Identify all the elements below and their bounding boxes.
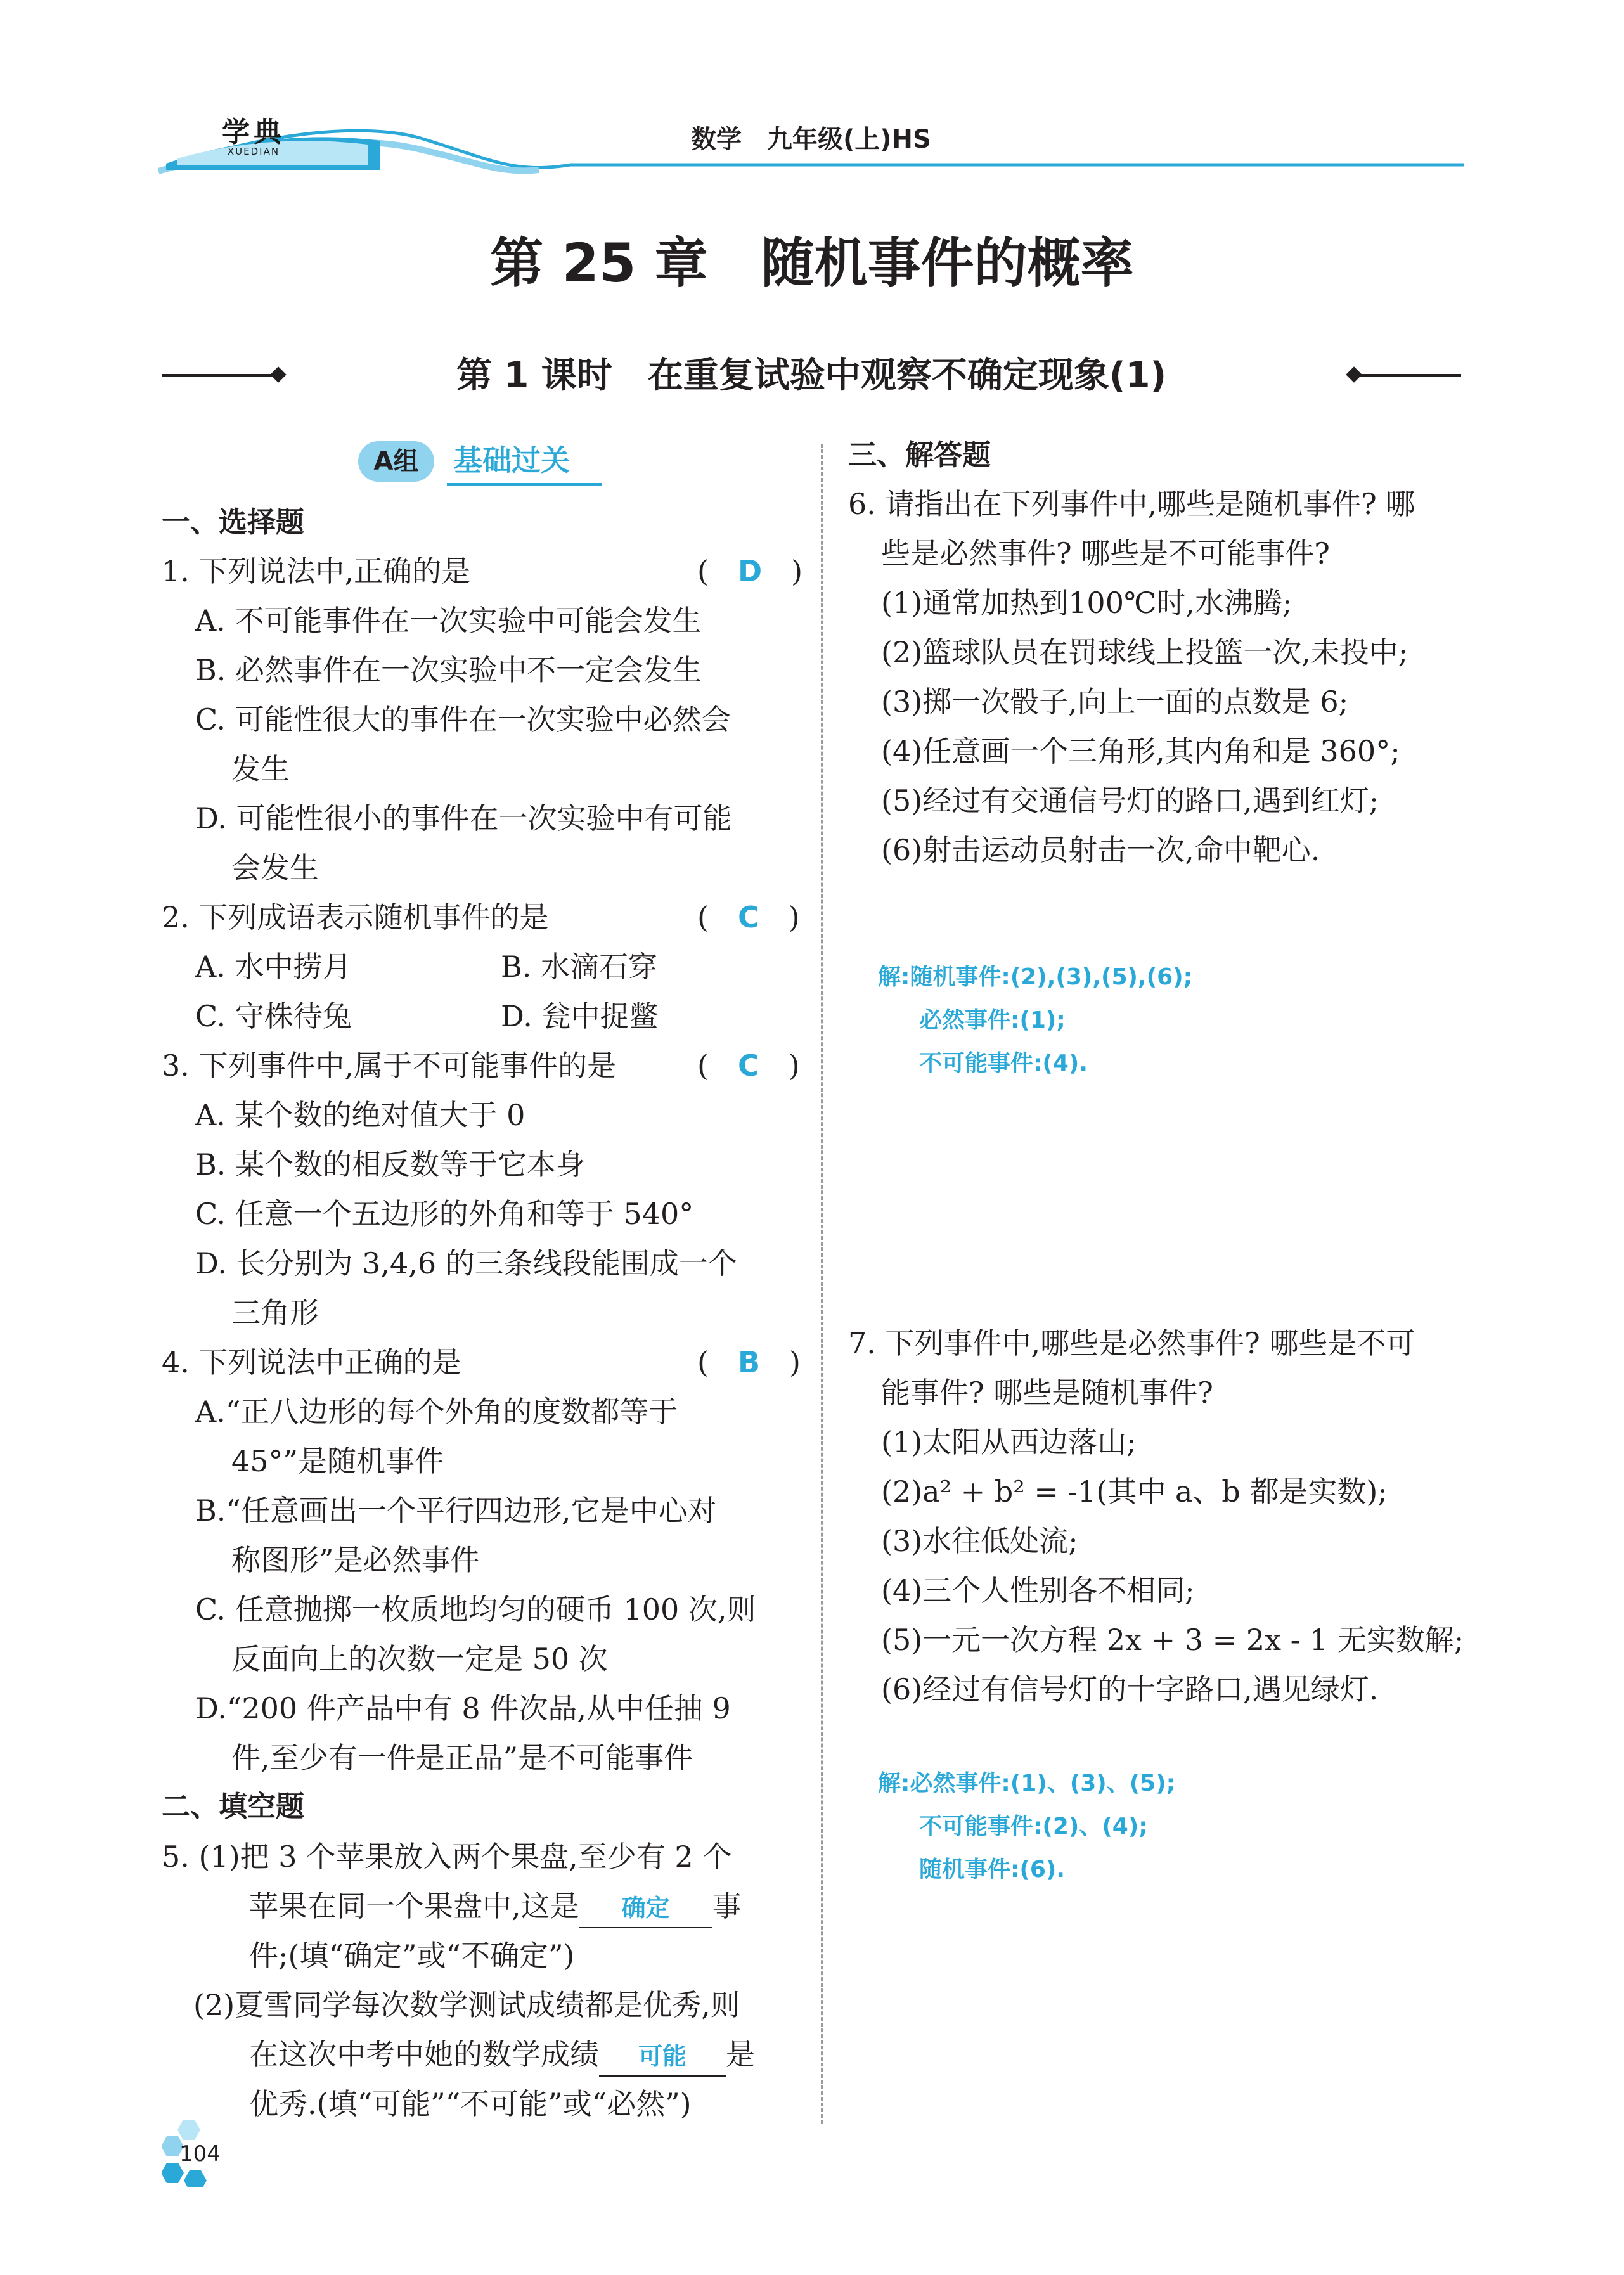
q7-stem-line2: 能事件? 哪些是随机事件?	[881, 1376, 1213, 1410]
subject-label: 数学 九年级(上)HS	[691, 125, 931, 154]
q5-part1-line2: 苹果在同一个果盘中,这是 确定 事	[249, 1881, 742, 1931]
q4-option-c-cont: 反面向上的次数一定是 50 次	[231, 1642, 608, 1676]
q7-item-1: (1)太阳从西边落山;	[881, 1425, 1137, 1459]
q4-option-d: D.“200 件产品中有 8 件次品,从中任抽 9	[195, 1691, 731, 1725]
q4-option-c: C. 任意抛掷一枚质地均匀的硬币 100 次,则	[195, 1592, 756, 1627]
q6-item-3: (3)掷一次骰子,向上一面的点数是 6;	[881, 685, 1349, 719]
q2-answer-paren: ( C )	[697, 900, 800, 934]
q2-option-c: C. 守株待兔	[195, 999, 352, 1033]
q4-option-b-cont: 称图形”是必然事件	[231, 1543, 480, 1577]
q6-solution-line2: 必然事件:(1);	[919, 1007, 1066, 1033]
q6-item-2: (2)篮球队员在罚球线上投篮一次,未投中;	[881, 635, 1408, 669]
q4-answer-paren: ( B )	[697, 1345, 801, 1379]
q3-answer-paren: ( C )	[697, 1048, 800, 1083]
q1-option-a: A. 不可能事件在一次实验中可能会发生	[195, 603, 702, 638]
q6-item-4: (4)任意画一个三角形,其内角和是 360°;	[881, 734, 1400, 768]
q4-stem: 4. 下列说法中正确的是	[162, 1345, 461, 1379]
q5-part2-blank[interactable]: 可能	[599, 2037, 726, 2077]
section-fill: 二、填空题	[162, 1789, 305, 1823]
section-choice: 一、选择题	[162, 505, 305, 539]
q5-part1-line3: 件;(填“确定”或“不确定”)	[249, 1938, 575, 1973]
q3-option-c: C. 任意一个五边形的外角和等于 540°	[195, 1197, 694, 1231]
column-divider	[821, 444, 823, 2124]
q2-stem: 2. 下列成语表示随机事件的是	[162, 900, 549, 934]
group-badge	[358, 437, 605, 488]
q1-option-c: C. 可能性很大的事件在一次实验中必然会	[195, 702, 731, 737]
q6-solution-line3: 不可能事件:(4).	[919, 1050, 1088, 1076]
q6-item-5: (5)经过有交通信号灯的路口,遇到红灯;	[881, 783, 1379, 818]
lesson-title: 第 1 课时 在重复试验中观察不确定现象(1)	[456, 355, 1167, 396]
q1-option-b: B. 必然事件在一次实验中不一定会发生	[195, 653, 702, 687]
q3-option-d: D. 长分别为 3,4,6 的三条线段能围成一个	[195, 1246, 737, 1280]
q7-item-5: (5)一元一次方程 2x + 3 = 2x - 1 无实数解;	[881, 1623, 1464, 1657]
q4-option-b: B.“任意画出一个平行四边形,它是中心对	[195, 1493, 717, 1528]
page-number-decoration	[162, 2117, 238, 2187]
logo-subtitle: XUEDIAN	[227, 146, 280, 157]
q6-solution-line1: 解:随机事件:(2),(3),(5),(6);	[878, 964, 1193, 990]
q4-option-a: A.“正八边形的每个外角的度数都等于	[195, 1395, 678, 1429]
q3-stem: 3. 下列事件中,属于不可能事件的是	[162, 1048, 617, 1083]
q7-item-6: (6)经过有信号灯的十字路口,遇见绿灯.	[881, 1672, 1379, 1706]
q6-item-6: (6)射击运动员射击一次,命中靶心.	[881, 833, 1320, 867]
group-badge-label: A组	[373, 447, 419, 476]
chapter-title: 第 25 章 随机事件的概率	[490, 232, 1134, 294]
q1-option-d-cont: 会发生	[231, 851, 319, 885]
q4-option-a-cont: 45°”是随机事件	[231, 1444, 444, 1478]
q2-option-b: B. 水滴石穿	[501, 950, 658, 984]
q7-solution-line3: 随机事件:(6).	[919, 1857, 1066, 1883]
q4-answer: B	[737, 1345, 761, 1379]
section-solve: 三、解答题	[848, 438, 991, 472]
q5-part2-line1: (2)夏雪同学每次数学测试成绩都是优秀,则	[193, 1988, 740, 2022]
q7-item-2: (2)a² + b² = -1(其中 a、b 都是实数);	[881, 1474, 1388, 1509]
q1-option-c-cont: 发生	[231, 752, 290, 786]
q5-part2-line3: 优秀.(填“可能”“不可能”或“必然”)	[249, 2087, 692, 2121]
q3-option-a: A. 某个数的绝对值大于 0	[195, 1098, 525, 1132]
q2-option-a: A. 水中捞月	[195, 950, 352, 984]
lesson-title-rule-left	[162, 374, 276, 377]
q6-item-1: (1)通常加热到100℃时,水沸腾;	[881, 586, 1292, 620]
q2-answer: C	[737, 900, 759, 934]
q1-option-d: D. 可能性很小的事件在一次实验中有可能	[195, 801, 732, 835]
q5-part2-line2: 在这次中考中她的数学成绩 可能 是	[249, 2030, 755, 2079]
logo-text: 学典	[222, 116, 285, 148]
q3-answer: C	[737, 1048, 759, 1083]
q5-part1-line1: 5. (1)把 3 个苹果放入两个果盘,至少有 2 个	[162, 1840, 732, 1874]
q3-option-b: B. 某个数的相反数等于它本身	[195, 1147, 586, 1182]
q6-stem-line2: 些是必然事件? 哪些是不可能事件?	[881, 536, 1330, 570]
q6-stem-line1: 6. 请指出在下列事件中,哪些是随机事件? 哪	[848, 487, 1415, 521]
q1-stem: 1. 下列说法中,正确的是	[162, 554, 471, 588]
q7-solution-line1: 解:必然事件:(1)、(3)、(5);	[878, 1770, 1176, 1796]
logo	[206, 104, 301, 167]
lesson-title-rule-left-diamond	[270, 366, 286, 382]
q1-answer: D	[737, 554, 763, 588]
q4-option-d-cont: 件,至少有一件是正品”是不可能事件	[231, 1741, 693, 1775]
q7-item-4: (4)三个人性别各不相同;	[881, 1573, 1195, 1608]
lesson-title-rule-right	[1357, 374, 1461, 377]
q2-option-d: D. 瓮中捉鳖	[501, 999, 659, 1033]
q3-option-d-cont: 三角形	[231, 1296, 319, 1330]
header	[158, 95, 1464, 177]
q1-answer-paren: ( D )	[697, 554, 803, 588]
page-number: 104	[179, 2141, 221, 2167]
group-title: 基础过关	[453, 443, 570, 477]
q7-solution-line2: 不可能事件:(2)、(4);	[919, 1814, 1148, 1840]
q7-stem-line1: 7. 下列事件中,哪些是必然事件? 哪些是不可	[848, 1326, 1415, 1360]
q5-part1-blank[interactable]: 确定	[579, 1889, 712, 1928]
q7-item-3: (3)水往低处流;	[881, 1524, 1078, 1558]
